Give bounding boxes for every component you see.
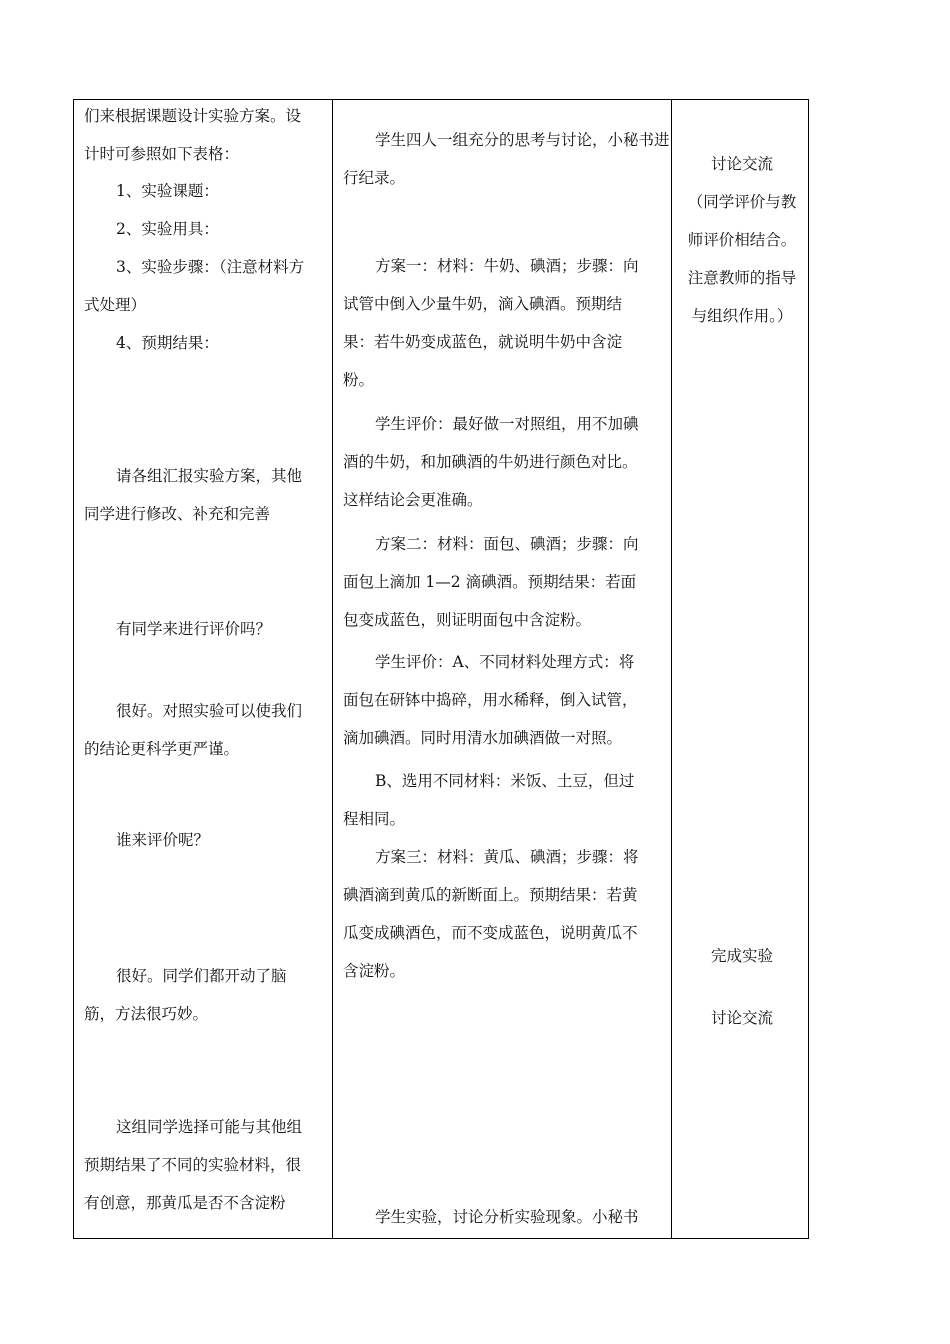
who-evaluates-question: 谁来评价呢？ [116, 831, 210, 849]
praise-method-paragraph: 很好。同学们都开动了脑 筋，方法很巧妙。 [84, 967, 287, 1023]
plan-three-paragraph: 方案三：材料：黄瓜、碘酒；步骤：将 碘酒滴到黄瓜的新断面上。预期结果：若黄 瓜变成碘酒色，而不变成蓝色，说明黄瓜不 含淀粉。 [343, 848, 639, 980]
design-instruction-paragraph: 们来根据课题设计实验方案。设 计时可参照如下表格： [84, 107, 302, 163]
teacher-activity-column [74, 100, 332, 1238]
evaluation-question: 有同学来进行评价吗？ [116, 620, 272, 638]
discussion-exchange-note: 讨论交流 [710, 1009, 773, 1027]
plan-one-paragraph: 方案一：材料：牛奶、碘酒；步骤：向 试管中倒入少量牛奶，滴入碘酒。预期结 果：若牛奶变成蓝色，就说明牛奶中含淀 粉。 [343, 257, 639, 389]
student-activity-column [333, 100, 671, 1238]
report-instruction-paragraph: 请各组汇报实验方案，其他 同学进行修改、补充和完善 [84, 467, 303, 523]
template-item-topic: 1、实验课题： [116, 182, 219, 200]
template-item-steps-continued: 式处理） [84, 296, 147, 314]
cucumber-question-paragraph: 这组同学选择可能与其他组 预期结果了不同的实验材料，很 有创意，那黄瓜是否不含淀粉 [84, 1118, 303, 1212]
evaluation-two-paragraph: 学生评价：A、不同材料处理方式：将 面包在研钵中捣碎，用水稀释，倒入试管， 滴加碘酒。同时用清水加碘酒做一对照。 [343, 653, 638, 747]
student-experiment-paragraph: 学生实验，讨论分析实验现象。小秘书 [375, 1208, 639, 1226]
discussion-note: 讨论交流 （同学评价与教 师评价相结合。 注意教师的指导 与组织作用。） [687, 155, 797, 325]
evaluation-b-paragraph: B、选用不同材料：米饭、土豆，但过 程相同。 [343, 772, 635, 828]
design-intent-column [672, 100, 810, 1238]
group-discussion-paragraph: 学生四人一组充分的思考与讨论，小秘书进 行纪录。 [343, 131, 670, 187]
evaluation-one-paragraph: 学生评价：最好做一对照组，用不加碘 酒的牛奶，和加碘酒的牛奶进行颜色对比。 这样结论会更准确。 [343, 415, 639, 509]
template-item-expected: 4、预期结果： [116, 334, 219, 352]
template-item-steps: 3、实验步骤：（注意材料方 [116, 258, 305, 276]
praise-control-paragraph: 很好。对照实验可以使我们 的结论更科学更严谨。 [84, 702, 303, 758]
template-item-tools: 2、实验用具： [116, 220, 219, 238]
plan-two-paragraph: 方案二：材料：面包、碘酒；步骤：向 面包上滴加 1—2 滴碘酒。预期结果：若面 包变成蓝色，则证明面包中含淀粉。 [343, 535, 639, 629]
complete-experiment-note: 完成实验 [710, 947, 773, 965]
lesson-table [73, 99, 809, 1239]
